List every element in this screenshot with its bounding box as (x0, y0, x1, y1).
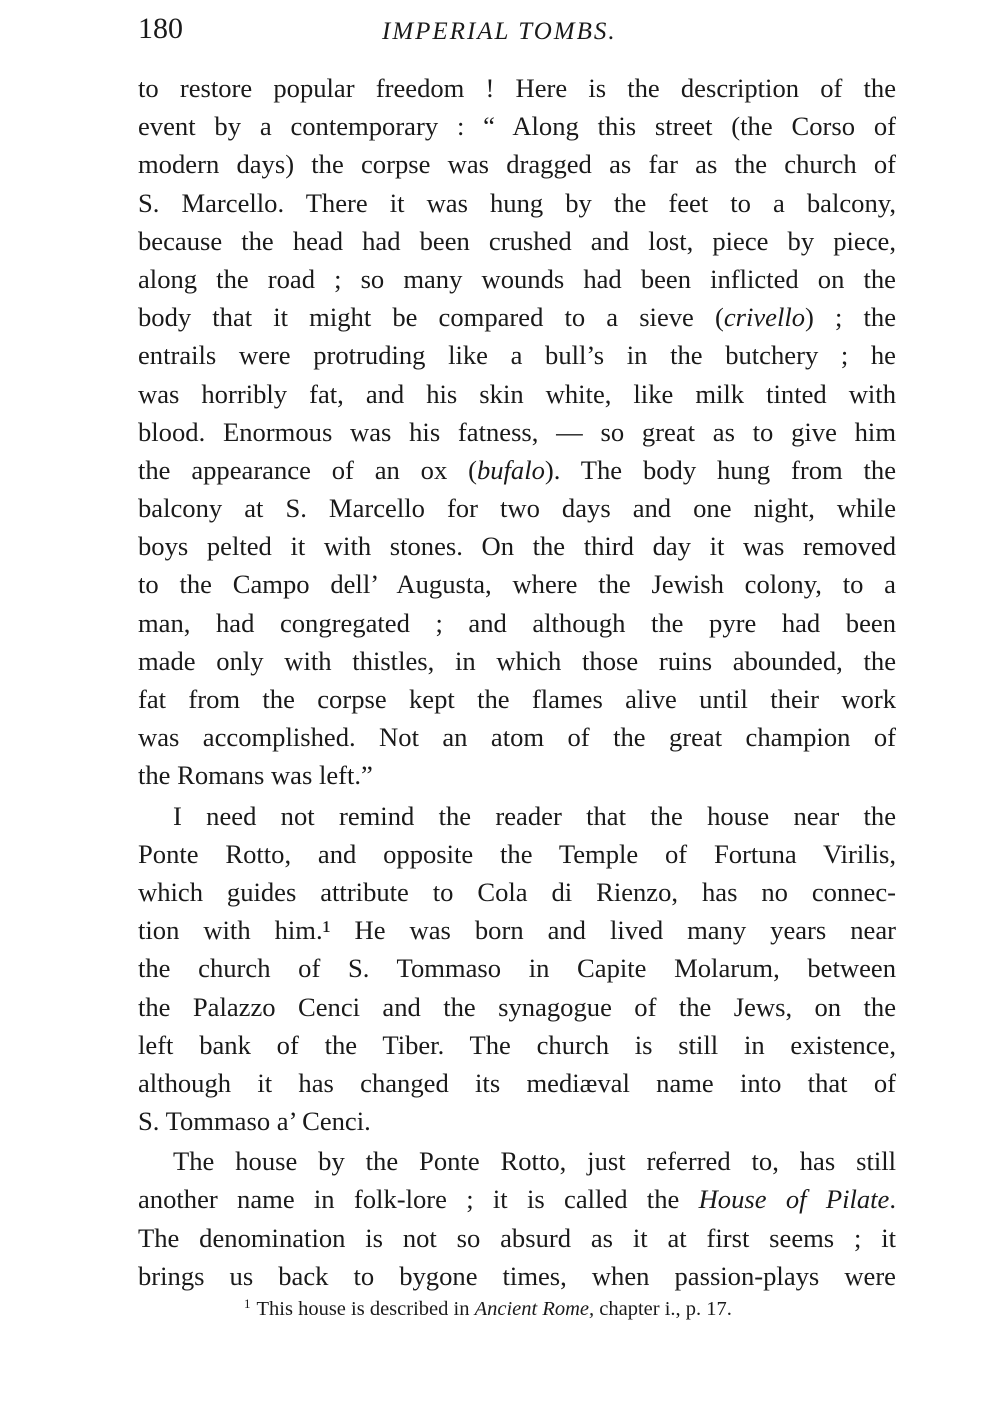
page-header (138, 12, 898, 52)
text-line: modern days) the corpse was dragged as far as the church of (138, 149, 896, 180)
text-line: the appearance of an ox (bufalo). The body hung from the (138, 454, 896, 485)
text-line: S. Tommaso a’ Cenci. (138, 1106, 371, 1137)
text-line: the church of S. Tommaso in Capite Molarum, between (138, 953, 896, 984)
text-line: body that it might be compared to a sieve (crivello) ; the (138, 302, 896, 333)
text-line: was accomplished. Not an atom of the great champion of (138, 722, 896, 753)
text-line: was horribly fat, and his skin white, like milk tinted with (138, 378, 896, 409)
text-line: made only with thistles, in which those ruins abounded, the (138, 645, 896, 676)
text-line: event by a contemporary : “ Along this street (the Corso of (138, 111, 896, 142)
text-line: the Palazzo Cenci and the synagogue of the Jews, on the (138, 991, 896, 1022)
text-line: to the Campo dell’ Augusta, where the Jewish colony, to a (138, 569, 896, 600)
text-line: The denomination is not so absurd as it at first seems ; it (138, 1222, 896, 1253)
text-line: tion with him.¹ He was born and lived many years near (138, 915, 896, 946)
text-line: Ponte Rotto, and opposite the Temple of Fortuna Virilis, (138, 838, 896, 869)
text-line: to restore popular freedom ! Here is the description of the (138, 73, 896, 103)
text-line: man, had congregated ; and although the pyre had been (138, 607, 896, 638)
text-line: boys pelted it with stones. On the third day it was removed (138, 531, 896, 562)
text-line: balcony at S. Marcello for two days and one night, while (138, 493, 896, 524)
running-title: IMPERIAL TOMBS. (382, 18, 617, 45)
paragraph (138, 797, 896, 1141)
text-line: entrails were protruding like a bull’s in the butchery ; he (138, 340, 896, 371)
text-line: I need not remind the reader that the house near the (173, 800, 896, 831)
footnote-text-after: chapter i., p. 17. (594, 1298, 732, 1320)
page-number: 180 (138, 12, 183, 45)
text-line: which guides attribute to Cola di Rienzo, has no connec- (138, 876, 896, 907)
text-line: along the road ; so many wounds had been inflicted on the (138, 263, 896, 294)
footnote (244, 1296, 884, 1321)
body-text (138, 69, 896, 1295)
text-line: S. Marcello. There it was hung by the feet to a balcony, (138, 187, 896, 218)
text-line: The house by the Ponte Rotto, just referred to, has still (173, 1146, 896, 1177)
paragraph (138, 69, 896, 795)
paragraph (138, 1142, 896, 1295)
footnote-text-before: This house is described in (256, 1298, 475, 1320)
text-line: brings us back to bygone times, when passion-plays were (138, 1260, 896, 1291)
footnote-marker: 1 (244, 1296, 251, 1311)
text-line: another name in folk-lore ; it is called the House of Pilate. (138, 1184, 896, 1215)
text-line: fat from the corpse kept the flames alive until their work (138, 684, 896, 714)
text-line: blood. Enormous was his fatness, — so great as to give him (138, 416, 896, 447)
text-line: the Romans was left.” (138, 760, 373, 791)
text-line: although it has changed its mediæval name into that of (138, 1067, 896, 1098)
text-line: left bank of the Tiber. The church is still in existence, (138, 1029, 896, 1060)
footnote-italic: Ancient Rome, (474, 1298, 595, 1320)
text-line: because the head had been crushed and lost, piece by piece, (138, 225, 896, 256)
